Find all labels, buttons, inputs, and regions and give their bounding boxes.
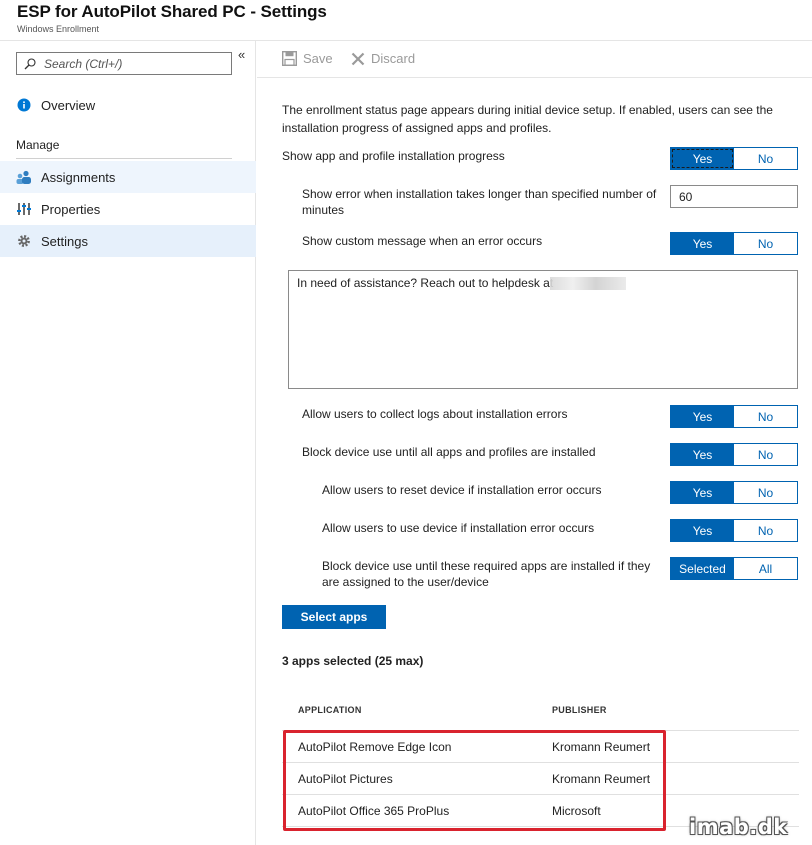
custom-message-yes[interactable]: Yes	[671, 233, 734, 254]
page-title: ESP for AutoPilot Shared PC - Settings	[17, 2, 327, 21]
watermark: imab.dk	[689, 815, 788, 839]
allow-use-label: Allow users to use device if installation error occurs	[322, 521, 595, 535]
properties-icon	[16, 201, 32, 217]
page-subtitle: Windows Enrollment	[17, 24, 100, 34]
page-header	[0, 0, 812, 41]
select-apps-button[interactable]: Select apps	[282, 605, 386, 629]
block-device-yes[interactable]: Yes	[671, 444, 734, 465]
sidebar-item-overview[interactable]	[0, 89, 256, 121]
collect-logs-label: Allow users to collect logs about installation errors	[302, 407, 568, 421]
close-icon	[351, 52, 365, 66]
sidebar-item-settings[interactable]	[0, 225, 256, 257]
block-required-toggle[interactable]	[670, 557, 798, 580]
collect-logs-toggle[interactable]	[670, 405, 798, 428]
sidebar-item-label: Overview	[41, 97, 96, 113]
custom-message-label: Show custom message when an error occurs	[302, 234, 543, 248]
sidebar-item-assignments[interactable]	[0, 161, 256, 193]
search-box[interactable]	[16, 52, 232, 75]
application-cell: AutoPilot Remove Edge Icon	[298, 740, 452, 754]
table-row[interactable]	[282, 763, 799, 795]
sidebar	[0, 41, 256, 845]
allow-use-yes[interactable]: Yes	[671, 520, 734, 541]
allow-use-no[interactable]: No	[757, 523, 774, 538]
collect-logs-yes[interactable]: Yes	[671, 406, 734, 427]
search-input[interactable]	[44, 55, 224, 72]
allow-reset-toggle[interactable]	[670, 481, 798, 504]
show-progress-label: Show app and profile installation progress	[282, 149, 505, 163]
collapse-sidebar-button[interactable]: «	[238, 47, 246, 62]
column-header-application[interactable]: APPLICATION	[298, 705, 362, 715]
allow-reset-yes[interactable]: Yes	[671, 482, 734, 503]
save-button[interactable]	[282, 51, 333, 66]
block-required-selected[interactable]: Selected	[671, 558, 734, 579]
sidebar-item-label: Assignments	[41, 169, 116, 185]
section-label-manage: Manage	[16, 138, 60, 152]
assignments-icon	[16, 169, 32, 185]
block-device-label: Block device use until all apps and profiles are installed	[302, 445, 596, 459]
custom-message-textarea[interactable]	[288, 270, 798, 389]
block-required-all[interactable]: All	[758, 561, 773, 576]
block-device-no[interactable]: No	[757, 447, 774, 462]
sidebar-item-properties[interactable]	[0, 193, 256, 225]
divider	[16, 158, 232, 159]
table-row[interactable]	[282, 731, 799, 763]
publisher-cell: Kromann Reumert	[552, 740, 651, 754]
publisher-cell: Kromann Reumert	[552, 772, 651, 786]
column-header-publisher[interactable]: PUBLISHER	[552, 705, 607, 715]
timeout-label: Show error when installation takes longer than specified number of minutes	[302, 187, 657, 217]
discard-button[interactable]	[351, 51, 415, 66]
sidebar-item-label: Properties	[41, 201, 101, 217]
save-icon	[282, 51, 297, 66]
allow-reset-label: Allow users to reset device if installation error occurs	[322, 483, 602, 497]
timeout-input[interactable]	[670, 185, 798, 208]
allow-reset-no[interactable]: No	[757, 485, 774, 500]
allow-use-toggle[interactable]	[670, 519, 798, 542]
discard-label: Discard	[371, 51, 416, 66]
info-icon	[16, 97, 32, 113]
block-device-toggle[interactable]	[670, 443, 798, 466]
custom-message-no[interactable]: No	[757, 236, 774, 251]
sidebar-item-label: Settings	[41, 233, 88, 249]
application-cell: AutoPilot Office 365 ProPlus	[298, 804, 450, 818]
publisher-cell: Microsoft	[552, 804, 601, 818]
collect-logs-no[interactable]: No	[757, 409, 774, 424]
search-icon	[24, 58, 36, 70]
intro-text: The enrollment status page appears during initial device setup. If enabled, users can see the installation progress of assigned apps and profiles.	[282, 103, 773, 135]
gear-icon	[16, 233, 32, 249]
apps-selected-count: 3 apps selected (25 max)	[282, 654, 424, 668]
show-progress-yes[interactable]: Yes	[671, 148, 734, 169]
save-label: Save	[303, 51, 333, 66]
redacted-phone-number	[550, 277, 626, 290]
show-progress-toggle[interactable]	[670, 147, 798, 170]
block-required-label: Block device use until these required apps are installed if they are assigned to the user/device	[322, 559, 651, 589]
custom-message-toggle[interactable]	[670, 232, 798, 255]
application-cell: AutoPilot Pictures	[298, 772, 393, 786]
command-bar	[257, 41, 812, 78]
show-progress-no[interactable]: No	[757, 151, 774, 166]
